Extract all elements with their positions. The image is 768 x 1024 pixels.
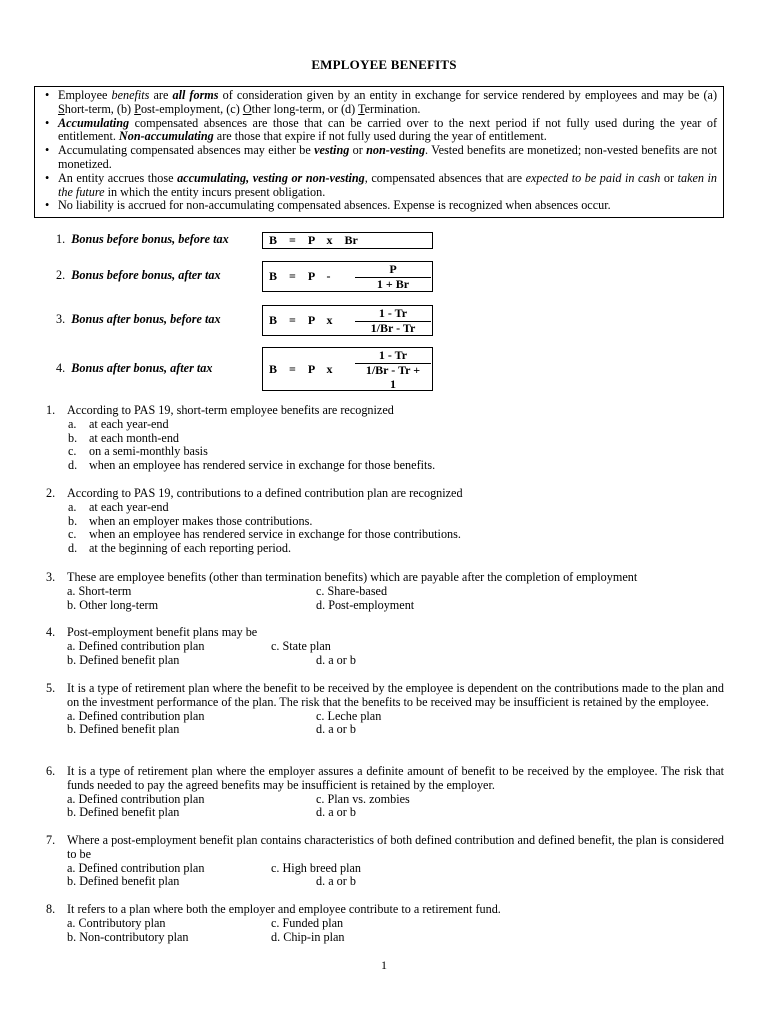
- page-title: EMPLOYEE BENEFITS: [311, 57, 457, 72]
- note-bullet: • No liability is accrued for non-accumulating compensated absences. Expense is recognized when absences occur.: [45, 198, 611, 213]
- option: b. when an employer makes those contributions.: [68, 513, 313, 528]
- note-bullet: • An entity accrues those accumulating, vesting or non-vesting, compensated absences that are expected to be paid in cash or taken in the future in which the entity incurs present obligation.: [45, 170, 718, 199]
- question-3: 3. These are employee benefits (other than termination benefits) which are payable after the completion of employment a. Short-term c. Share-based b. Other long-term d. Post-employment: [46, 570, 638, 612]
- note-bullet: • Accumulating compensated absences are those that can be carried over to the next period if not fully used during the year of entitlement. Non-accumulating are those that expire if not fully used during the year of entitlement.: [45, 115, 717, 144]
- formula-box: B = P - $\frac{P}{1 + Br}$: [262, 261, 433, 292]
- question-8: 8. It refers to a plan where both the employer and employee contribute to a retirement fund. a. Contributory plan c. Funded plan b. Non-contributory plan d. Chip-in plan: [46, 902, 501, 944]
- option: c. when an employee has rendered service in exchange for those contributions.: [68, 527, 461, 542]
- page-number: 1: [381, 958, 387, 972]
- summary-notes-box: [34, 86, 724, 218]
- note-bullet: • Employee benefits are all forms of consideration given by an entity in exchange for service rendered by employees and may be (a) Short-term, (b) Post-employment, (c) Other long-term, or (d) Termination.: [45, 88, 717, 116]
- formula-label: 1. Bonus before bonus, before tax: [56, 232, 229, 246]
- option: b. at each month-end: [68, 430, 180, 445]
- formula-box: B = P x Br: [262, 232, 433, 249]
- formula-box: B = P x $\frac{1 - Tr}{1/Br - Tr}$: [262, 305, 433, 336]
- option: c. on a semi-monthly basis: [68, 444, 208, 459]
- option: a. at each year-end: [68, 416, 169, 431]
- question-1: 1. According to PAS 19, short-term employee benefits are recognized a. at each year-end b. at each month-end c. on a semi-monthly basis d. when an employee has rendered service in exchange for those benefits.: [34, 404, 724, 473]
- note-bullet: • Accumulating compensated absences may either be vesting or non-vesting. Vested benefits are monetized; non-vested benefits are not monetized.: [45, 143, 717, 171]
- formula-label: 2. Bonus before bonus, after tax: [56, 268, 221, 282]
- question-6: 6. It is a type of retirement plan where the employer assures a definite amount of benefit to be received by the employee. The risk that funds needed to pay the agreed benefits may be insufficient is retained by the employer. a. Defined contribution plan c. Plan vs. zombies b. Defined benefit plan d. a or b: [46, 764, 724, 820]
- question-2: 2. According to PAS 19, contributions to a defined contribution plan are recognized a. at each year-end b. when an employer makes those contributions. c. when an employee has rendered service in exchange for those contributions. d. at the beginning of each reporting period.: [34, 487, 724, 556]
- option: d. when an employee has rendered service in exchange for those benefits.: [68, 458, 436, 473]
- formula-label: 3. Bonus after bonus, before tax: [56, 312, 221, 326]
- question-7: 7. Where a post-employment benefit plan contains characteristics of both defined contribution and defined benefit, the plan is considered to be a. Defined contribution plan c. High breed plan b. Defined benefit plan d. a or b: [46, 833, 724, 889]
- question-5: 5. It is a type of retirement plan where the benefit to be received by the employee is dependent on the contributions made to the plan and on the investment performance of the plan. The risk that the benefits to be received may be insufficient is retained by the employee. a. Defined contribution plan c. Leche plan b. Defined benefit plan d. a or b: [46, 681, 724, 737]
- question-4: 4. Post-employment benefit plans may be a. Defined contribution plan c. State plan b. Defined benefit plan d. a or b: [46, 625, 356, 667]
- formula-box: B = P x 1 - Tr 1/Br - Tr + 1: [262, 347, 433, 391]
- formula-label: 4. Bonus after bonus, after tax: [56, 361, 213, 375]
- option: d. at the beginning of each reporting period.: [68, 541, 292, 556]
- option: a. at each year-end: [68, 499, 169, 514]
